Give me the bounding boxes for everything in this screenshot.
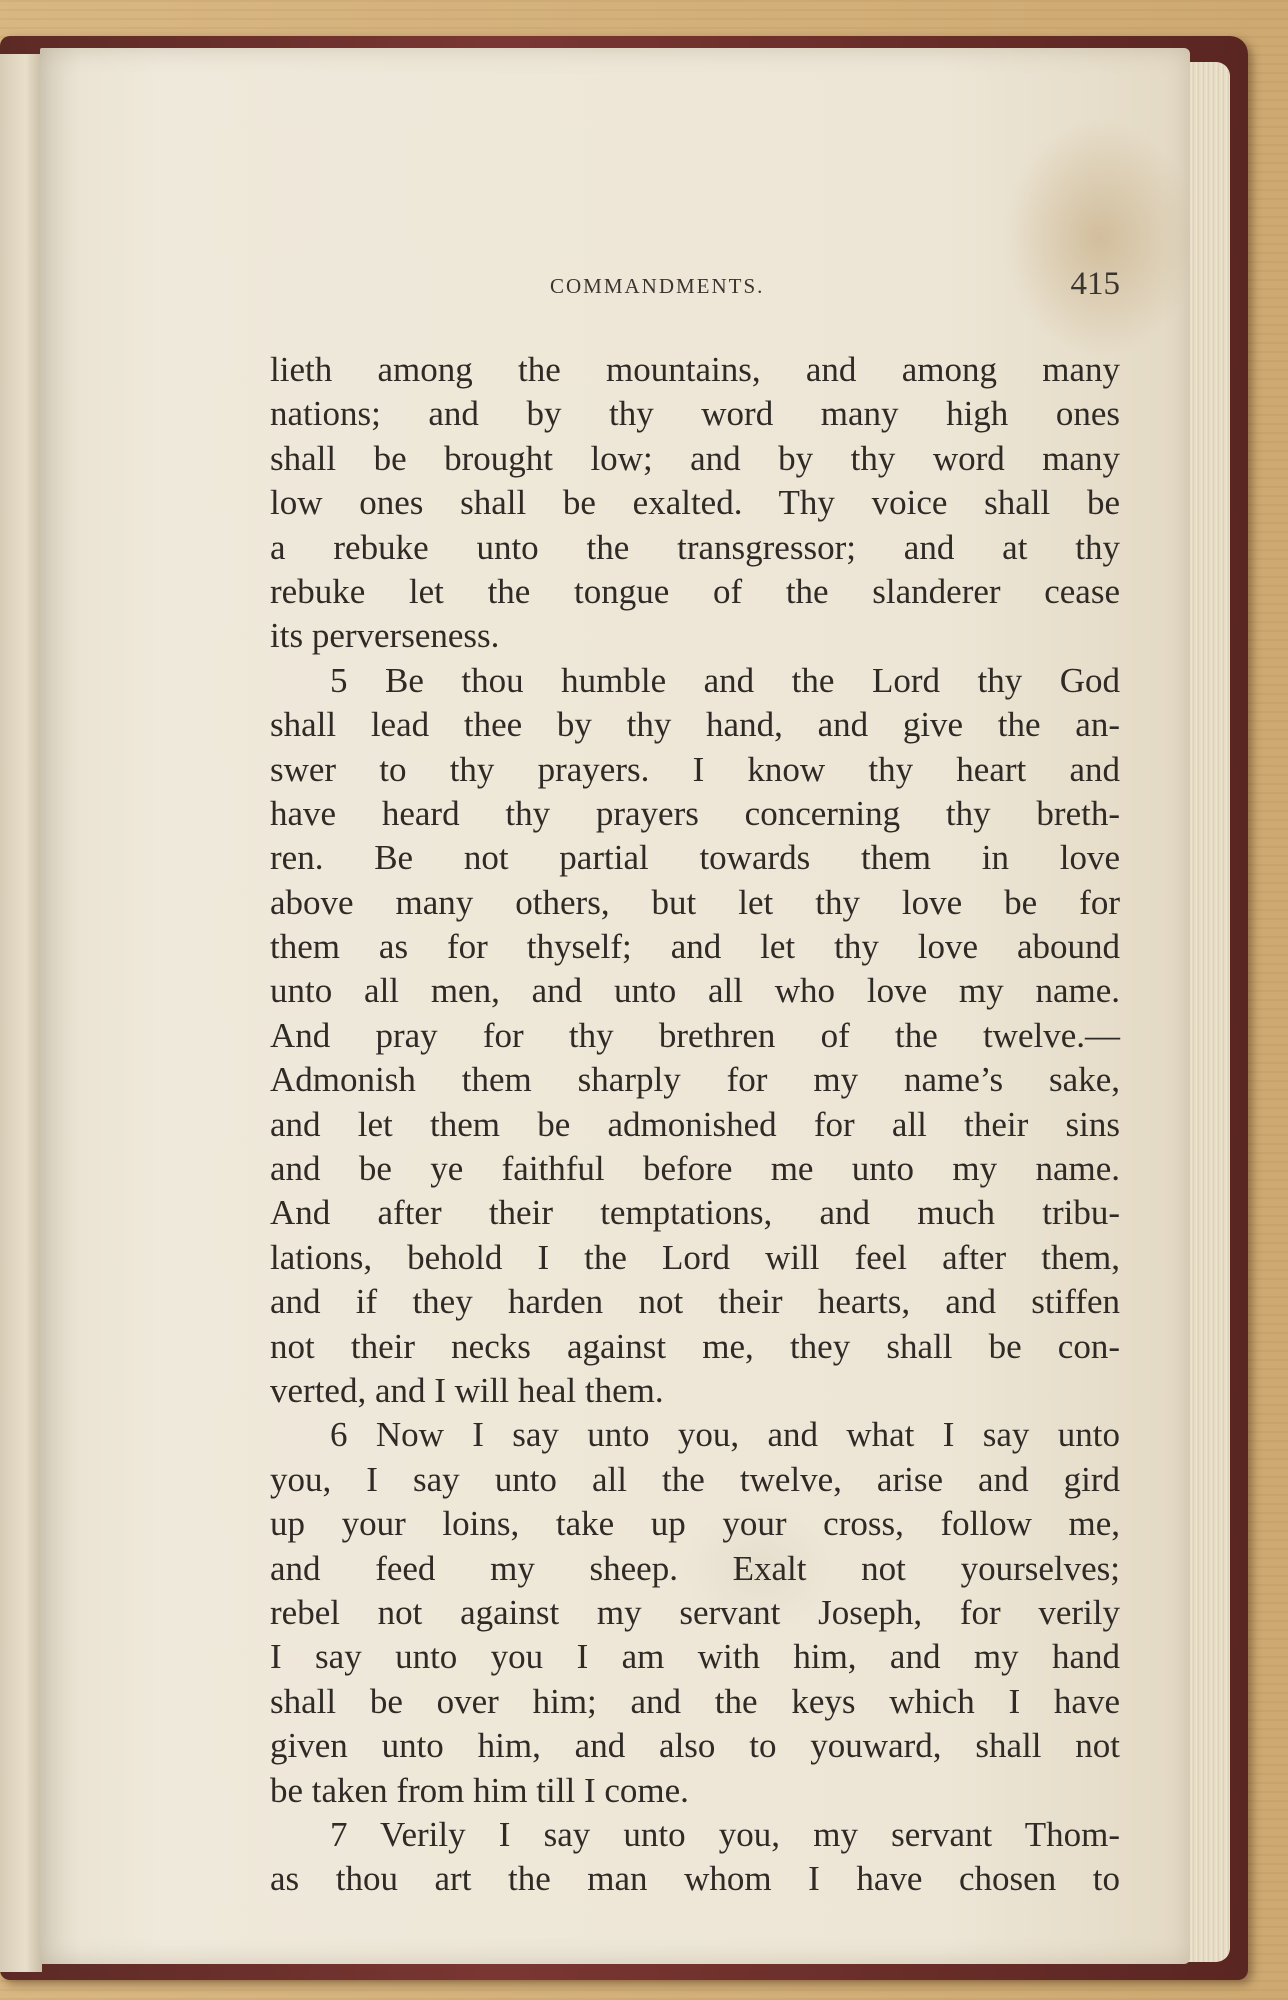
- text-line: have heard thy prayers concerning thy breth-: [270, 793, 1120, 833]
- text-line: and be ye faithful before me unto my name.: [270, 1149, 1120, 1189]
- page-number: 415: [1070, 266, 1120, 302]
- text-line: be taken from him till I come.: [270, 1770, 689, 1810]
- text-line: Admonish them sharply for my name’s sake,: [270, 1060, 1120, 1100]
- text-line: swer to thy prayers. I know thy heart and: [270, 749, 1120, 789]
- facing-page-edge: [0, 54, 42, 1972]
- text-line: and feed my sheep. Exalt not yourselves;: [270, 1548, 1120, 1588]
- text-line: And pray for thy brethren of the twelve.—: [270, 1015, 1120, 1055]
- text-line: 7 Verily I say unto you, my servant Thom-: [330, 1814, 1120, 1854]
- text-line: up your loins, take up your cross, follow me,: [270, 1504, 1120, 1544]
- text-line: nations; and by thy word many high ones: [270, 394, 1120, 434]
- text-line: a rebuke unto the transgressor; and at thy: [270, 527, 1120, 567]
- book-page: [40, 48, 1190, 1964]
- text-line: rebel not against my servant Joseph, for verily: [270, 1592, 1120, 1632]
- running-head-title: COMMANDMENTS.: [550, 274, 765, 298]
- text-line: unto all men, and unto all who love my name.: [270, 971, 1120, 1011]
- text-line: I say unto you I am with him, and my hand: [270, 1637, 1120, 1677]
- text-line: shall be brought low; and by thy word many: [270, 438, 1120, 478]
- text-line: lieth among the mountains, and among many: [270, 350, 1120, 389]
- running-head: [510, 266, 1120, 310]
- text-line: ren. Be not partial towards them in love: [270, 838, 1120, 878]
- text-line: shall lead thee by thy hand, and give the an-: [270, 705, 1120, 745]
- text-line: given unto him, and also to youward, shall not: [270, 1726, 1120, 1766]
- text-line: and let them be admonished for all their sins: [270, 1104, 1120, 1144]
- text-line: low ones shall be exalted. Thy voice shall be: [270, 483, 1120, 523]
- text-line: its perverseness.: [270, 616, 500, 656]
- text-line: verted, and I will heal them.: [270, 1370, 664, 1410]
- text-line: shall be over him; and the keys which I have: [270, 1681, 1120, 1721]
- text-line: not their necks against me, they shall be con-: [270, 1326, 1120, 1366]
- text-line: And after their temptations, and much tribu-: [270, 1193, 1120, 1233]
- body-text: [270, 348, 1120, 1902]
- text-line: as thou art the man whom I have chosen to: [270, 1859, 1120, 1899]
- text-line: rebuke let the tongue of the slanderer cease: [270, 571, 1120, 611]
- text-line: above many others, but let thy love be for: [270, 882, 1120, 922]
- text-line: lations, behold I the Lord will feel after them,: [270, 1237, 1120, 1277]
- text-line: 5 Be thou humble and the Lord thy God: [330, 660, 1120, 700]
- text-line: 6 Now I say unto you, and what I say unto: [330, 1415, 1120, 1455]
- text-line: and if they harden not their hearts, and stiffen: [270, 1282, 1120, 1322]
- text-line: you, I say unto all the twelve, arise and gird: [270, 1459, 1120, 1499]
- text-line: them as for thyself; and let thy love abound: [270, 927, 1120, 967]
